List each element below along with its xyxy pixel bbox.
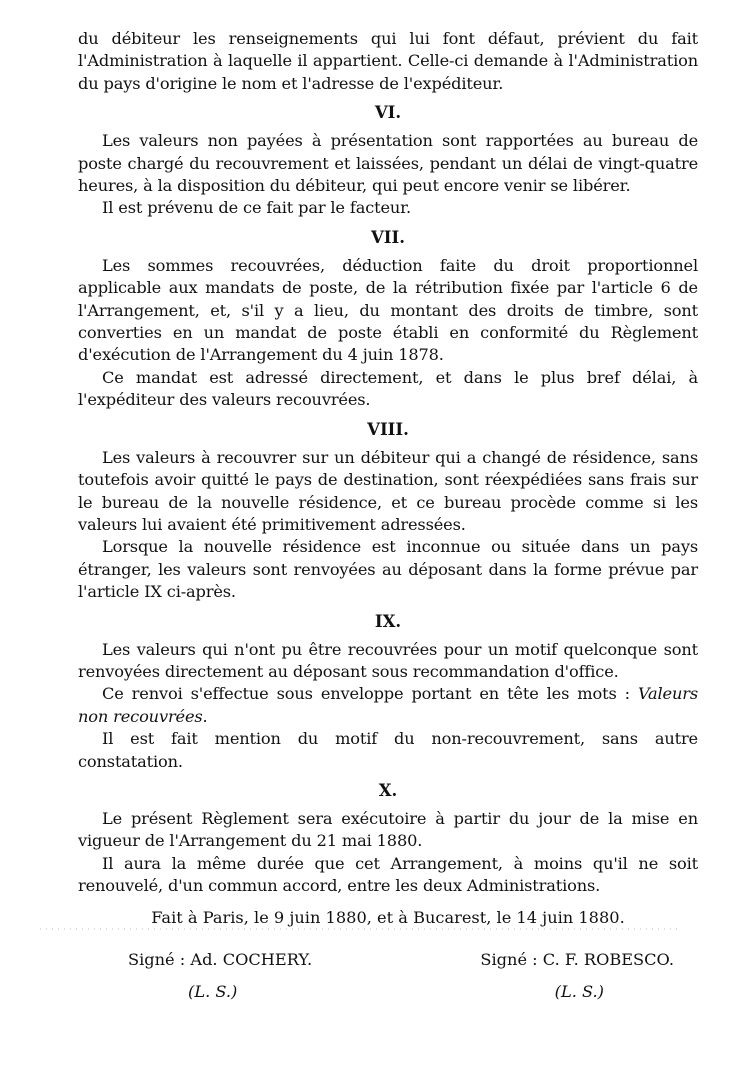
paragraph: Il est prévenu de ce fait par le facteur. <box>102 198 411 218</box>
scan-noise-line <box>40 928 680 930</box>
paragraph: Lorsque la nouvelle résidence est inconnue ou située dans un pays étranger, les valeurs sont renvoyées au déposant dans la forme prévue par l'article IX ci-après. <box>78 537 698 602</box>
signature-right-seal: (L. S.) <box>554 981 604 1001</box>
italic-prefix: Ce renvoi s'effectue sous enveloppe portant en tête les mots : <box>102 684 638 704</box>
signature-block <box>78 949 698 1003</box>
signature-right <box>388 949 698 1003</box>
signature-left <box>78 949 388 1003</box>
article-heading-vi: VI. <box>374 103 402 123</box>
document-page <box>78 28 698 1003</box>
article-heading-x: X. <box>378 780 398 800</box>
paragraph: Les sommes recouvrées, déduction faite du droit proportionnel applicable aux mandats de poste, de la rétribution fixée par l'article 6 de l'Arrangement, et, s'il y a lieu, du montant des droits de timbre, sont converties en un mandat de poste établi en conformité du Règlement d'exécution de l'Arrangement du 4 juin 1878. <box>78 255 698 365</box>
paragraph: Les valeurs à recouvrer sur un débiteur qui a changé de résidence, sans toutefois avoir quitté le pays de destination, sont réexpédiées sans frais sur le bureau de la nouvelle résidence, et ce bureau procède comme si les valeurs lui avaient été primitivement adressées. <box>78 447 698 534</box>
paragraph: Les valeurs non payées à présentation sont rapportées au bureau de poste chargé du recouvrement et laissées, pendant un délai de vingt-quatre heures, à la disposition du débiteur, qui peut encore venir se libérer. <box>78 131 698 196</box>
signature-left-label: Signé : Ad. COCHERY. <box>128 949 313 969</box>
paragraph: Ce mandat est adressé directement, et dans le plus bref délai, à l'expéditeur des valeurs recouvrées. <box>78 367 698 410</box>
signature-left-seal: (L. S.) <box>188 981 238 1001</box>
paragraph: Il aura la même durée que cet Arrangement, à moins qu'il ne soit renouvelé, d'un commun accord, entre les deux Administrations. <box>78 853 698 896</box>
closing-line: Fait à Paris, le 9 juin 1880, et à Bucarest, le 14 juin 1880. <box>151 907 625 927</box>
article-heading-vii: VII. <box>371 227 405 247</box>
paragraph: Les valeurs qui n'ont pu être recouvrées pour un motif quelconque sont renvoyées directement au déposant sous recommandation d'office. <box>78 639 698 681</box>
paragraph: Il est fait mention du motif du non-recouvrement, sans autre constatation. <box>78 729 698 771</box>
article-heading-ix: IX. <box>374 611 402 631</box>
continuation-paragraph: du débiteur les renseignements qui lui font défaut, prévient du fait l'Administration à laquelle il appartient. Celle-ci demande à l'Administration du pays d'origine le nom et l'adresse de l'expéditeur. <box>78 29 698 93</box>
signature-right-label: Signé : C. F. ROBESCO. <box>480 949 674 969</box>
paragraph-italic-mention <box>78 683 698 728</box>
paragraph: Le présent Règlement sera exécutoire à partir du jour de la mise en vigueur de l'Arrangement du 21 mai 1880. <box>78 808 698 851</box>
article-heading-viii: VIII. <box>367 419 409 439</box>
italic-words: Valeurs non recouvrées <box>78 684 698 726</box>
italic-suffix: . <box>202 706 208 726</box>
